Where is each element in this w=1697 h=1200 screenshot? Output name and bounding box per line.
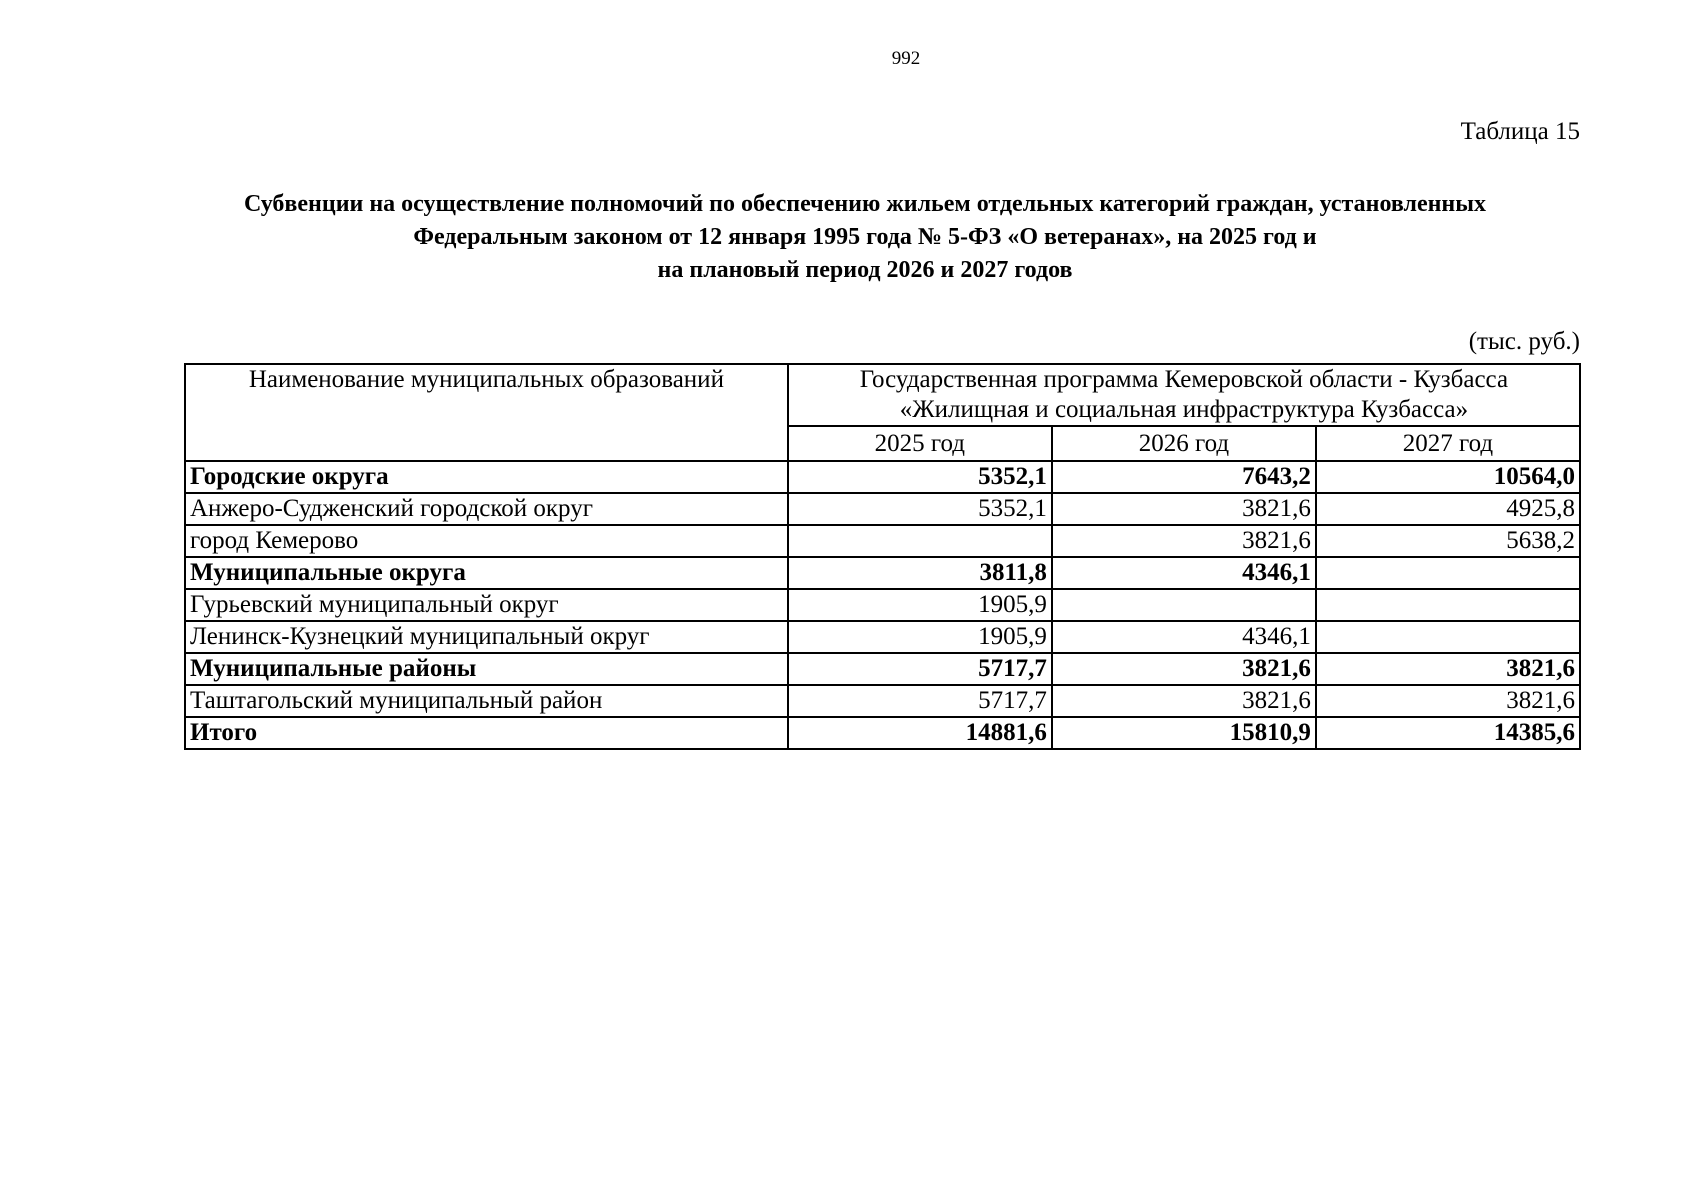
table-row	[185, 621, 1580, 653]
header-year-2027: 2027 год	[1316, 426, 1580, 461]
value-2026-cell: 3821,6	[1052, 525, 1316, 557]
table-row	[185, 717, 1580, 749]
document-title	[150, 188, 1580, 287]
value-2027-cell: 3821,6	[1316, 653, 1580, 685]
table-row	[185, 557, 1580, 589]
value-2027-cell	[1316, 557, 1580, 589]
header-municipality-name: Наименование муниципальных образований	[185, 364, 788, 461]
subsidies-table	[184, 363, 1581, 750]
value-2026-cell: 3821,6	[1052, 653, 1316, 685]
units-label: (тыс. руб.)	[1468, 328, 1580, 355]
value-2025-cell: 1905,9	[788, 621, 1052, 653]
value-2027-cell: 14385,6	[1316, 717, 1580, 749]
table-row	[185, 461, 1580, 493]
title-line-1: Субвенции на осуществление полномочий по обеспечению жильем отдельных категорий граждан, установленных	[244, 191, 1486, 217]
value-2025-cell: 14881,6	[788, 717, 1052, 749]
table-row	[185, 525, 1580, 557]
value-2027-cell: 4925,8	[1316, 493, 1580, 525]
value-2027-cell	[1316, 589, 1580, 621]
municipality-name-cell: город Кемерово	[185, 525, 788, 557]
value-2026-cell: 7643,2	[1052, 461, 1316, 493]
title-line-3: на плановый период 2026 и 2027 годов	[657, 257, 1073, 283]
municipality-name-cell: Муниципальные районы	[185, 653, 788, 685]
value-2025-cell: 5352,1	[788, 461, 1052, 493]
table-body	[185, 461, 1580, 749]
table-row	[185, 685, 1580, 717]
value-2027-cell: 3821,6	[1316, 685, 1580, 717]
value-2027-cell: 10564,0	[1316, 461, 1580, 493]
table-row	[185, 493, 1580, 525]
value-2025-cell: 5352,1	[788, 493, 1052, 525]
value-2025-cell: 1905,9	[788, 589, 1052, 621]
header-year-2025: 2025 год	[788, 426, 1052, 461]
municipality-name-cell: Анжеро-Судженский городской округ	[185, 493, 788, 525]
value-2026-cell	[1052, 589, 1316, 621]
value-2025-cell: 3811,8	[788, 557, 1052, 589]
value-2026-cell: 4346,1	[1052, 621, 1316, 653]
value-2026-cell: 4346,1	[1052, 557, 1316, 589]
title-line-2: Федеральным законом от 12 января 1995 года № 5-ФЗ «О ветеранах», на 2025 год и	[413, 224, 1317, 250]
value-2027-cell	[1316, 621, 1580, 653]
value-2026-cell: 3821,6	[1052, 685, 1316, 717]
value-2025-cell: 5717,7	[788, 685, 1052, 717]
header-program	[788, 364, 1580, 426]
table-row	[185, 589, 1580, 621]
municipality-name-cell: Городские округа	[185, 461, 788, 493]
table-row	[185, 653, 1580, 685]
header-program-line-1: Государственная программа Кемеровской области - Кузбасса	[859, 366, 1509, 393]
value-2026-cell: 15810,9	[1052, 717, 1316, 749]
header-program-line-2: «Жилищная и социальная инфраструктура Кузбасса»	[899, 396, 1469, 423]
value-2027-cell: 5638,2	[1316, 525, 1580, 557]
value-2025-cell: 5717,7	[788, 653, 1052, 685]
municipality-name-cell: Итого	[185, 717, 788, 749]
municipality-name-cell: Гурьевский муниципальный округ	[185, 589, 788, 621]
value-2026-cell: 3821,6	[1052, 493, 1316, 525]
header-year-2026: 2026 год	[1052, 426, 1316, 461]
municipality-name-cell: Таштагольский муниципальный район	[185, 685, 788, 717]
municipality-name-cell: Муниципальные округа	[185, 557, 788, 589]
municipality-name-cell: Ленинск-Кузнецкий муниципальный округ	[185, 621, 788, 653]
page-number: 992	[891, 48, 921, 69]
value-2025-cell	[788, 525, 1052, 557]
table-label: Таблица 15	[1460, 118, 1580, 145]
